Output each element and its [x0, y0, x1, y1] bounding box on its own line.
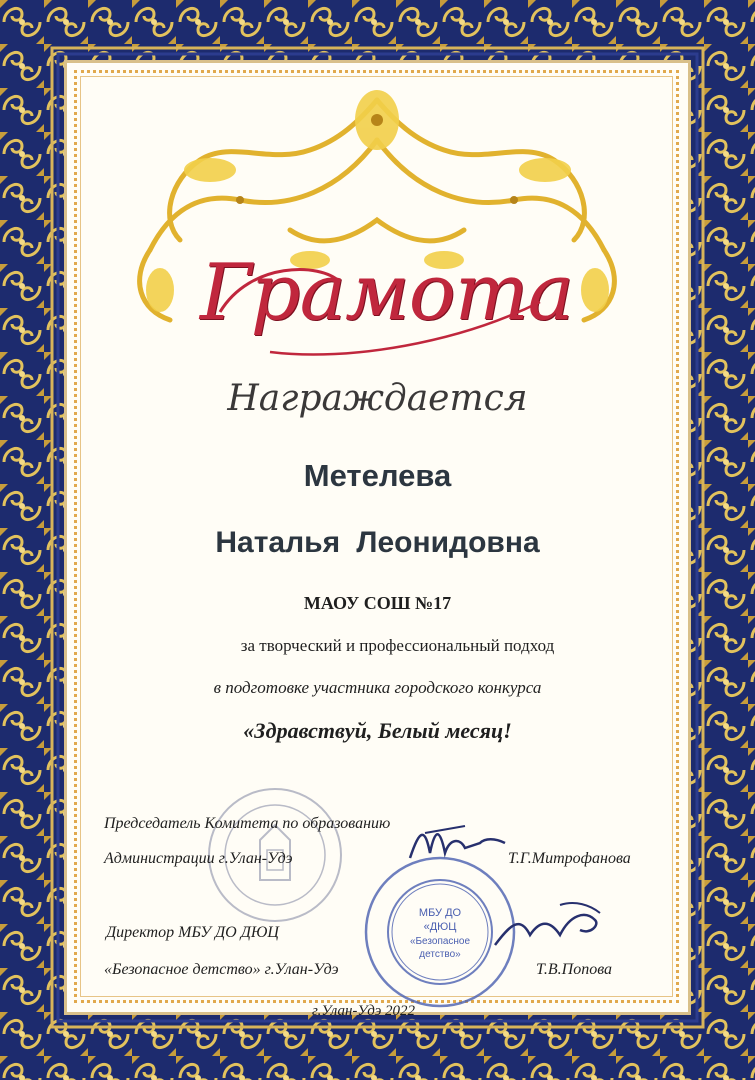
- svg-text:«Безопасное: «Безопасное: [409, 936, 471, 947]
- svg-text:«ДЮЦ: «ДЮЦ: [423, 921, 457, 933]
- signer1-title-line1: Председатель Комитета по образованию: [104, 815, 391, 832]
- signer1-name: Т.Г.Митрофанова: [508, 850, 631, 867]
- signer2-title-line1: Директор МБУ ДО ДЮЦ: [106, 924, 279, 941]
- signature-popova: [490, 895, 610, 955]
- svg-text:МБУ ДО: МБУ ДО: [418, 907, 462, 919]
- place-and-year: г.Улан-Удэ 2022: [312, 1003, 416, 1019]
- certificate-title: Грамота: [200, 248, 574, 338]
- reason-line-2: в подготовке участника городского конкурса: [213, 678, 542, 697]
- reason-line-1: за творческий и профессиональный подход: [240, 636, 555, 655]
- awarded-heading: Награждается: [227, 378, 528, 419]
- signer1-title-line2: Администрации г.Улан-Удэ: [104, 850, 293, 867]
- contest-name: «Здравствуй, Белый месяц!: [243, 718, 512, 743]
- title-swash: [210, 252, 550, 362]
- recipient-surname: Метелева: [303, 458, 452, 493]
- recipient-given-names: Наталья Леонидовна: [215, 526, 540, 559]
- svg-text:детство»: детство»: [419, 949, 461, 960]
- signer2-title-line2: «Безопасное детство» г.Улан-Удэ: [104, 961, 339, 978]
- signer2-name: Т.В.Попова: [536, 961, 613, 978]
- school-name: МАОУ СОШ №17: [303, 593, 452, 613]
- signature-mitrofanova: [405, 818, 515, 868]
